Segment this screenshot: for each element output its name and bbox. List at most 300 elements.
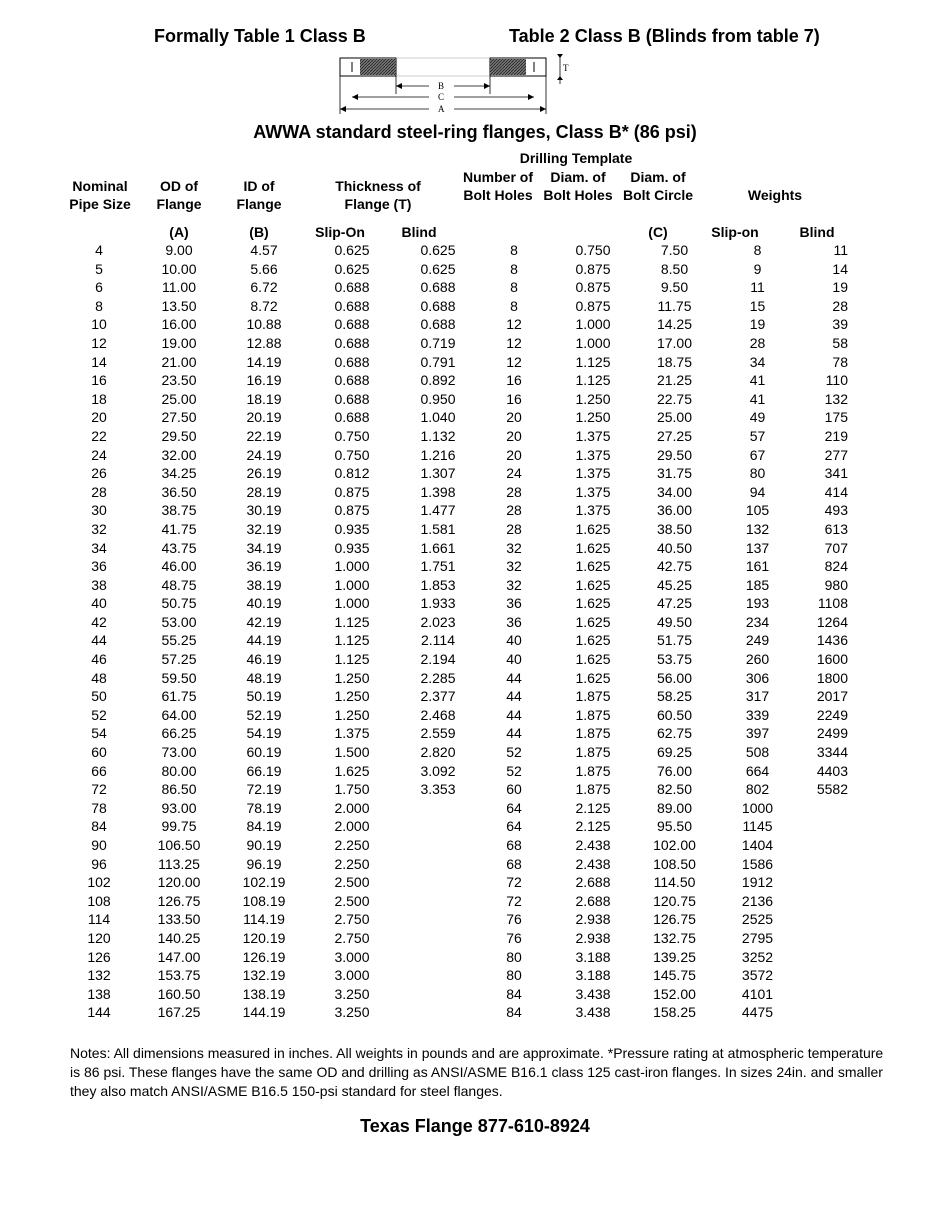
table-row: [66, 836, 848, 855]
cell-thickness-blind: 2.194: [420, 651, 456, 668]
cell-weight-blind: 341: [824, 465, 848, 482]
table-row: [66, 539, 848, 558]
table-row: [66, 1003, 848, 1022]
cell-nominal-size: 10: [91, 316, 107, 333]
cell-diam-bolt-circle: 62.75: [656, 725, 693, 742]
cell-id: 96.19: [246, 855, 282, 872]
notes: Notes: All dimensions measured in inches. All weights in pounds and are approximate. *Pressure rating at atmospheric temperature is 86 psi. These flanges have the same OD and drilling as ANSI/ASME B16.1 class 125 cast-iron flanges. In sizes 24in. and smaller they also match ANSI/ASME B16.5 150-psi standard for steel flanges.: [70, 1045, 884, 1099]
cell-id: 102.19: [242, 874, 286, 891]
cell-id: 16.19: [246, 372, 282, 389]
cell-od: 147.00: [157, 948, 201, 965]
cell-diam-bolt-circle: 58.25: [656, 688, 693, 705]
cell-thickness-slip-on: 1.125: [334, 632, 370, 649]
header-weight-slip-on: Slip-on: [711, 224, 759, 240]
cell-od: 29.50: [161, 427, 197, 444]
cell-nominal-size: 120: [87, 929, 111, 946]
cell-diam-bolt-circle: 27.25: [656, 427, 693, 444]
cell-weight-slip-on: 161: [745, 558, 770, 575]
cell-diam-bolt-circle: 139.25: [653, 948, 696, 965]
cell-diam-bolt-holes: 1.875: [575, 762, 611, 779]
cell-diam-bolt-circle: 152.00: [653, 985, 696, 1002]
cell-bolt-holes: 44: [506, 706, 522, 723]
cell-id: 52.19: [246, 706, 282, 723]
cell-diam-bolt-circle: 126.75: [653, 911, 696, 928]
cell-diam-bolt-holes: 3.438: [575, 985, 611, 1002]
cell-diam-bolt-circle: 34.00: [656, 483, 693, 500]
cell-thickness-slip-on: 1.250: [334, 669, 370, 686]
cell-weight-slip-on: 306: [745, 669, 770, 686]
cell-thickness-blind: 0.950: [420, 390, 456, 407]
table-row: [66, 948, 848, 967]
table-row: [66, 353, 848, 372]
cell-weight-slip-on: 1000: [741, 799, 774, 816]
cell-thickness-blind: 1.933: [420, 595, 456, 612]
cell-nominal-size: 52: [91, 706, 107, 723]
cell-thickness-blind: [402, 910, 474, 929]
cell-od: 43.75: [161, 539, 197, 556]
cell-bolt-holes: 60: [506, 781, 522, 798]
cell-nominal-size: 26: [91, 465, 107, 482]
cell-bolt-holes: 20: [506, 446, 522, 463]
header-weights: Weights: [747, 187, 803, 203]
cell-nominal-size: 46: [91, 651, 107, 668]
cell-thickness-slip-on: 1.250: [334, 688, 370, 705]
cell-id: 26.19: [246, 465, 282, 482]
cell-thickness-blind: 1.307: [420, 465, 456, 482]
header-right: Table 2 Class B (Blinds from table 7): [509, 26, 820, 46]
cell-diam-bolt-holes: 0.875: [575, 279, 611, 296]
cell-thickness-slip-on: 0.688: [334, 372, 370, 389]
cell-diam-bolt-circle: 82.50: [656, 781, 693, 798]
cell-diam-bolt-holes: 1.375: [575, 502, 611, 519]
cell-bolt-holes: 72: [506, 892, 522, 909]
table-row: [66, 297, 848, 316]
cell-diam-bolt-circle: 11.75: [657, 297, 692, 314]
cell-nominal-size: 14: [91, 353, 107, 370]
header-thickness-blind: Blind: [401, 224, 437, 240]
cell-diam-bolt-circle: 158.25: [653, 1004, 696, 1021]
cell-id: 90.19: [246, 837, 282, 853]
cell-id: 46.19: [246, 651, 282, 668]
cell-od: 19.00: [161, 334, 197, 351]
cell-thickness-slip-on: 1.500: [334, 744, 370, 761]
cell-thickness-slip-on: 0.688: [334, 334, 370, 351]
cell-thickness-blind: 0.625: [420, 242, 456, 258]
table-row: [66, 278, 848, 297]
cell-weight-slip-on: 105: [745, 502, 770, 519]
cell-diam-bolt-circle: 132.75: [653, 929, 696, 946]
cell-weight-slip-on: 397: [745, 725, 770, 742]
cell-id: 4.57: [250, 242, 278, 258]
header-id-sub: (B): [249, 224, 269, 240]
cell-thickness-slip-on: 0.688: [334, 390, 370, 407]
cell-thickness-slip-on: 0.875: [334, 502, 370, 519]
cell-od: 160.50: [157, 985, 201, 1002]
header-bolt-holes: Number of Bolt Holes: [463, 169, 533, 203]
cell-id: 20.19: [246, 409, 282, 426]
cell-thickness-blind: [402, 799, 474, 818]
cell-bolt-holes: 12: [506, 334, 522, 351]
cell-od: 53.00: [161, 613, 197, 630]
cell-id: 108.19: [242, 892, 286, 909]
cell-weight-slip-on: 802: [745, 781, 770, 798]
cell-weight-blind: 980: [824, 576, 848, 593]
cell-weight-blind: 132: [824, 390, 848, 407]
cell-weight-slip-on: 28: [749, 334, 766, 351]
cell-bolt-holes: 40: [506, 651, 522, 668]
cell-bolt-holes: 32: [506, 576, 522, 593]
cell-id: 24.19: [246, 446, 282, 463]
cell-thickness-slip-on: 0.875: [334, 483, 370, 500]
cell-weight-slip-on: 2136: [741, 892, 774, 909]
cell-nominal-size: 28: [91, 483, 107, 500]
cell-weight-blind: 277: [824, 446, 848, 463]
cell-bolt-holes: 28: [506, 502, 522, 519]
cell-diam-bolt-circle: 53.75: [656, 651, 693, 668]
cell-nominal-size: 16: [91, 372, 107, 389]
cell-od: 59.50: [161, 669, 197, 686]
cell-nominal-size: 132: [87, 967, 111, 984]
header-circle-sub: (C): [648, 224, 668, 240]
header-od: OD of Flange: [156, 178, 202, 212]
cell-od: 32.00: [161, 446, 197, 463]
cell-nominal-size: 66: [91, 762, 107, 779]
cell-diam-bolt-circle: 21.25: [656, 372, 693, 389]
cell-diam-bolt-holes: 1.625: [575, 613, 611, 630]
header-od-sub: (A): [169, 224, 189, 240]
table-row: [66, 910, 848, 929]
cell-thickness-blind: 1.751: [420, 558, 456, 575]
cell-weight-blind: [798, 799, 848, 818]
cell-od: 73.00: [161, 744, 197, 761]
cell-weight-blind: 1800: [816, 669, 848, 686]
cell-thickness-slip-on: 3.250: [334, 985, 370, 1002]
cell-weight-slip-on: 2525: [741, 911, 774, 928]
cell-diam-bolt-holes: 2.125: [575, 818, 611, 835]
cell-bolt-holes: 24: [506, 465, 522, 482]
cell-diam-bolt-circle: 25.00: [656, 409, 693, 426]
cell-nominal-size: 5: [95, 260, 103, 277]
cell-diam-bolt-holes: 1.625: [575, 576, 611, 593]
cell-bolt-holes: 8: [510, 297, 518, 314]
cell-thickness-slip-on: 0.688: [334, 409, 370, 426]
cell-nominal-size: 8: [95, 297, 103, 314]
table-row: [66, 743, 848, 762]
cell-thickness-blind: 2.559: [420, 725, 456, 742]
cell-id: 84.19: [246, 818, 282, 835]
cell-weight-blind: 1264: [816, 613, 848, 630]
cell-weight-slip-on: 2795: [741, 929, 774, 946]
cell-weight-blind: 78: [832, 353, 848, 370]
cell-thickness-slip-on: 0.688: [334, 279, 370, 296]
cell-nominal-size: 54: [91, 725, 107, 742]
table-row: [66, 855, 848, 874]
cell-diam-bolt-circle: 31.75: [656, 465, 693, 482]
cell-nominal-size: 4: [95, 242, 103, 258]
cell-thickness-blind: 1.040: [420, 409, 456, 426]
header-thickness-slip-on: Slip-On: [315, 224, 365, 240]
cell-diam-bolt-circle: 9.50: [660, 279, 689, 296]
cell-od: 36.50: [161, 483, 197, 500]
cell-weight-slip-on: 8: [753, 242, 762, 258]
cell-thickness-slip-on: 0.812: [334, 465, 370, 482]
cell-weight-blind: 219: [824, 427, 848, 444]
cell-diam-bolt-holes: 1.125: [575, 353, 611, 370]
cell-diam-bolt-holes: 1.625: [575, 520, 611, 537]
cell-diam-bolt-circle: 69.25: [656, 744, 693, 761]
cell-bolt-holes: 16: [506, 390, 522, 407]
header-diam-bolt-holes: Diam. of Bolt Holes: [543, 169, 613, 203]
cell-thickness-blind: [402, 855, 474, 874]
diagram-label-a: A: [438, 104, 445, 114]
cell-nominal-size: 32: [91, 520, 107, 537]
cell-bolt-holes: 12: [506, 353, 522, 370]
cell-thickness-slip-on: 2.500: [334, 874, 370, 891]
cell-weight-blind: 613: [824, 520, 848, 537]
table-row: [66, 260, 848, 279]
table-row: [66, 315, 848, 334]
cell-id: 30.19: [246, 502, 282, 519]
cell-thickness-blind: [402, 948, 474, 967]
cell-thickness-slip-on: 3.000: [334, 948, 370, 965]
cell-thickness-slip-on: 2.000: [334, 818, 370, 835]
cell-diam-bolt-circle: 51.75: [656, 632, 693, 649]
cell-od: 61.75: [161, 688, 197, 705]
cell-thickness-slip-on: 2.000: [334, 799, 370, 816]
cell-diam-bolt-holes: 1.875: [575, 744, 611, 761]
cell-thickness-blind: 0.791: [420, 353, 456, 370]
cell-id: 18.19: [246, 390, 282, 407]
cell-diam-bolt-circle: 47.25: [656, 595, 693, 612]
cell-thickness-slip-on: 3.000: [334, 967, 370, 984]
table-row: [66, 780, 848, 799]
cell-diam-bolt-holes: 1.875: [575, 781, 611, 798]
cell-weight-slip-on: 1145: [742, 818, 773, 835]
cell-id: 32.19: [246, 520, 282, 537]
cell-weight-blind: 11: [833, 242, 848, 258]
cell-weight-slip-on: 34: [749, 353, 766, 370]
cell-diam-bolt-holes: 1.000: [575, 334, 611, 351]
cell-od: 99.75: [161, 818, 197, 835]
cell-nominal-size: 6: [95, 279, 103, 296]
cell-diam-bolt-holes: 2.688: [575, 892, 611, 909]
cell-id: 54.19: [246, 725, 282, 742]
cell-id: 120.19: [242, 929, 286, 946]
cell-weight-blind: [798, 873, 848, 892]
cell-thickness-slip-on: 1.625: [334, 762, 370, 779]
cell-weight-slip-on: 193: [745, 595, 770, 612]
cell-thickness-blind: 2.377: [420, 688, 456, 705]
cell-diam-bolt-circle: 45.25: [656, 576, 693, 593]
cell-thickness-slip-on: 1.750: [334, 781, 370, 798]
cell-nominal-size: 24: [91, 446, 107, 463]
cell-diam-bolt-holes: 1.250: [575, 390, 611, 407]
cell-diam-bolt-holes: 1.875: [575, 706, 611, 723]
header-diam-bolt-circle: Diam. of Bolt Circle: [622, 169, 693, 203]
cell-thickness-blind: 1.581: [420, 520, 456, 537]
cell-thickness-blind: 0.688: [420, 316, 456, 333]
cell-diam-bolt-circle: 49.50: [656, 613, 693, 630]
cell-diam-bolt-holes: 1.875: [575, 725, 611, 742]
header-thickness: Thickness of Flange (T): [335, 178, 421, 212]
cell-bolt-holes: 44: [506, 725, 522, 742]
cell-thickness-slip-on: 2.500: [334, 892, 370, 909]
cell-id: 14.19: [246, 353, 282, 370]
cell-diam-bolt-circle: 60.50: [656, 706, 693, 723]
cell-diam-bolt-circle: 76.00: [656, 762, 693, 779]
cell-diam-bolt-holes: 1.625: [575, 558, 611, 575]
table-row: [66, 762, 848, 781]
cell-thickness-blind: 1.216: [420, 446, 456, 463]
cell-diam-bolt-holes: 1.875: [575, 688, 611, 705]
table-row: [66, 687, 848, 706]
cell-id: 72.19: [246, 781, 282, 798]
table-title: AWWA standard steel-ring flanges, Class B* (86 psi): [253, 122, 697, 142]
cell-weight-blind: [798, 817, 848, 836]
cell-bolt-holes: 76: [506, 911, 522, 928]
cell-id: 50.19: [246, 688, 282, 705]
cell-diam-bolt-holes: 0.750: [575, 242, 611, 258]
cell-thickness-blind: 0.688: [420, 279, 456, 296]
cell-weight-slip-on: 3252: [741, 948, 774, 965]
cell-diam-bolt-holes: 3.188: [575, 948, 611, 965]
cell-bolt-holes: 68: [506, 855, 522, 872]
cell-diam-bolt-holes: 2.438: [575, 837, 611, 853]
cell-id: 66.19: [246, 762, 282, 779]
cell-thickness-slip-on: 1.000: [334, 576, 370, 593]
cell-nominal-size: 126: [87, 948, 111, 965]
cell-weight-slip-on: 4101: [741, 985, 774, 1002]
cell-nominal-size: 38: [91, 576, 107, 593]
diagram-label-t: T: [563, 63, 569, 73]
cell-id: 48.19: [246, 669, 282, 686]
cell-diam-bolt-circle: 56.00: [656, 669, 693, 686]
cell-od: 11.00: [162, 279, 196, 296]
cell-diam-bolt-holes: 1.250: [575, 409, 611, 426]
cell-id: 42.19: [246, 613, 282, 630]
cell-diam-bolt-circle: 7.50: [660, 242, 689, 258]
cell-weight-blind: [798, 948, 848, 967]
cell-weight-blind: [798, 929, 848, 948]
diagram-label-b: B: [438, 81, 445, 91]
cell-weight-blind: 19: [832, 279, 848, 296]
cell-diam-bolt-circle: 89.00: [656, 799, 693, 816]
cell-diam-bolt-circle: 114.50: [653, 874, 696, 891]
cell-od: 46.00: [161, 558, 197, 575]
cell-od: 38.75: [161, 502, 197, 519]
cell-thickness-blind: 1.853: [420, 576, 456, 593]
cell-weight-blind: 2499: [816, 725, 848, 742]
cell-diam-bolt-holes: 0.875: [575, 297, 611, 314]
cell-diam-bolt-circle: 40.50: [656, 539, 693, 556]
cell-od: 113.25: [158, 855, 200, 872]
cell-diam-bolt-circle: 38.50: [656, 520, 693, 537]
cell-thickness-blind: [402, 929, 474, 948]
cell-thickness-blind: 1.132: [420, 427, 456, 444]
cell-thickness-slip-on: 0.688: [334, 316, 370, 333]
table-row: [66, 669, 848, 688]
cell-od: 167.25: [157, 1004, 201, 1021]
cell-diam-bolt-circle: 102.00: [653, 837, 696, 853]
cell-thickness-blind: [402, 873, 474, 892]
cell-thickness-blind: 0.719: [420, 334, 456, 351]
cell-bolt-holes: 80: [506, 948, 522, 965]
cell-thickness-slip-on: 1.250: [334, 706, 370, 723]
cell-weight-blind: [798, 836, 848, 855]
cell-thickness-blind: 1.661: [420, 539, 456, 556]
cell-diam-bolt-circle: 22.75: [656, 390, 693, 407]
cell-nominal-size: 108: [87, 892, 111, 909]
cell-bolt-holes: 32: [506, 558, 522, 575]
cell-weight-slip-on: 132: [745, 520, 770, 537]
cell-bolt-holes: 52: [506, 744, 522, 761]
cell-weight-slip-on: 67: [749, 446, 766, 463]
cell-id: 22.19: [246, 427, 282, 444]
cell-bolt-holes: 84: [506, 985, 522, 1002]
cell-weight-blind: 493: [824, 502, 848, 519]
cell-nominal-size: 12: [91, 334, 107, 351]
cell-od: 10.00: [161, 260, 197, 277]
cell-diam-bolt-holes: 1.375: [575, 446, 611, 463]
cell-thickness-slip-on: 1.000: [334, 558, 370, 575]
cell-thickness-slip-on: 2.750: [334, 911, 370, 928]
cell-diam-bolt-circle: 145.75: [653, 967, 696, 984]
cell-nominal-size: 60: [91, 744, 107, 761]
cell-diam-bolt-holes: 0.875: [575, 260, 611, 277]
table-row: [66, 706, 848, 725]
cell-thickness-slip-on: 1.375: [334, 725, 370, 742]
cell-thickness-slip-on: 2.250: [334, 855, 370, 872]
table-row: [66, 464, 848, 483]
cell-bolt-holes: 28: [506, 483, 522, 500]
cell-od: 93.00: [161, 799, 197, 816]
cell-diam-bolt-circle: 95.50: [656, 818, 693, 835]
cell-bolt-holes: 64: [506, 799, 522, 816]
table-row: [66, 892, 848, 911]
cell-weight-slip-on: 49: [749, 409, 766, 426]
cell-thickness-blind: 2.285: [420, 669, 456, 686]
cell-weight-slip-on: 260: [745, 651, 770, 668]
cell-weight-slip-on: 80: [749, 465, 766, 482]
cell-thickness-blind: [402, 966, 474, 985]
cell-id: 38.19: [246, 576, 282, 593]
cell-thickness-slip-on: 1.125: [334, 651, 370, 668]
table-row: [66, 446, 848, 465]
cell-bolt-holes: 44: [506, 688, 522, 705]
cell-od: 41.75: [161, 520, 197, 537]
cell-thickness-slip-on: 0.625: [334, 260, 370, 277]
cell-od: 64.00: [161, 706, 197, 723]
table-row: [66, 966, 848, 985]
cell-id: 126.19: [242, 948, 286, 965]
table-row: [66, 371, 848, 390]
cell-diam-bolt-circle: 120.75: [653, 892, 696, 909]
cell-id: 114.19: [243, 911, 285, 928]
cell-weight-slip-on: 94: [749, 483, 766, 500]
table-row: [66, 873, 848, 892]
cell-id: 5.66: [250, 260, 278, 277]
cell-weight-slip-on: 234: [745, 613, 770, 630]
cell-nominal-size: 20: [91, 409, 107, 426]
cell-thickness-blind: 1.477: [420, 502, 456, 519]
table-row: [66, 483, 848, 502]
cell-bolt-holes: 16: [506, 372, 522, 389]
cell-bolt-holes: 20: [506, 427, 522, 444]
cell-diam-bolt-holes: 2.125: [575, 799, 611, 816]
cell-thickness-blind: 2.820: [420, 744, 456, 761]
cell-thickness-blind: 2.468: [420, 706, 456, 723]
cell-diam-bolt-circle: 14.25: [656, 316, 693, 333]
